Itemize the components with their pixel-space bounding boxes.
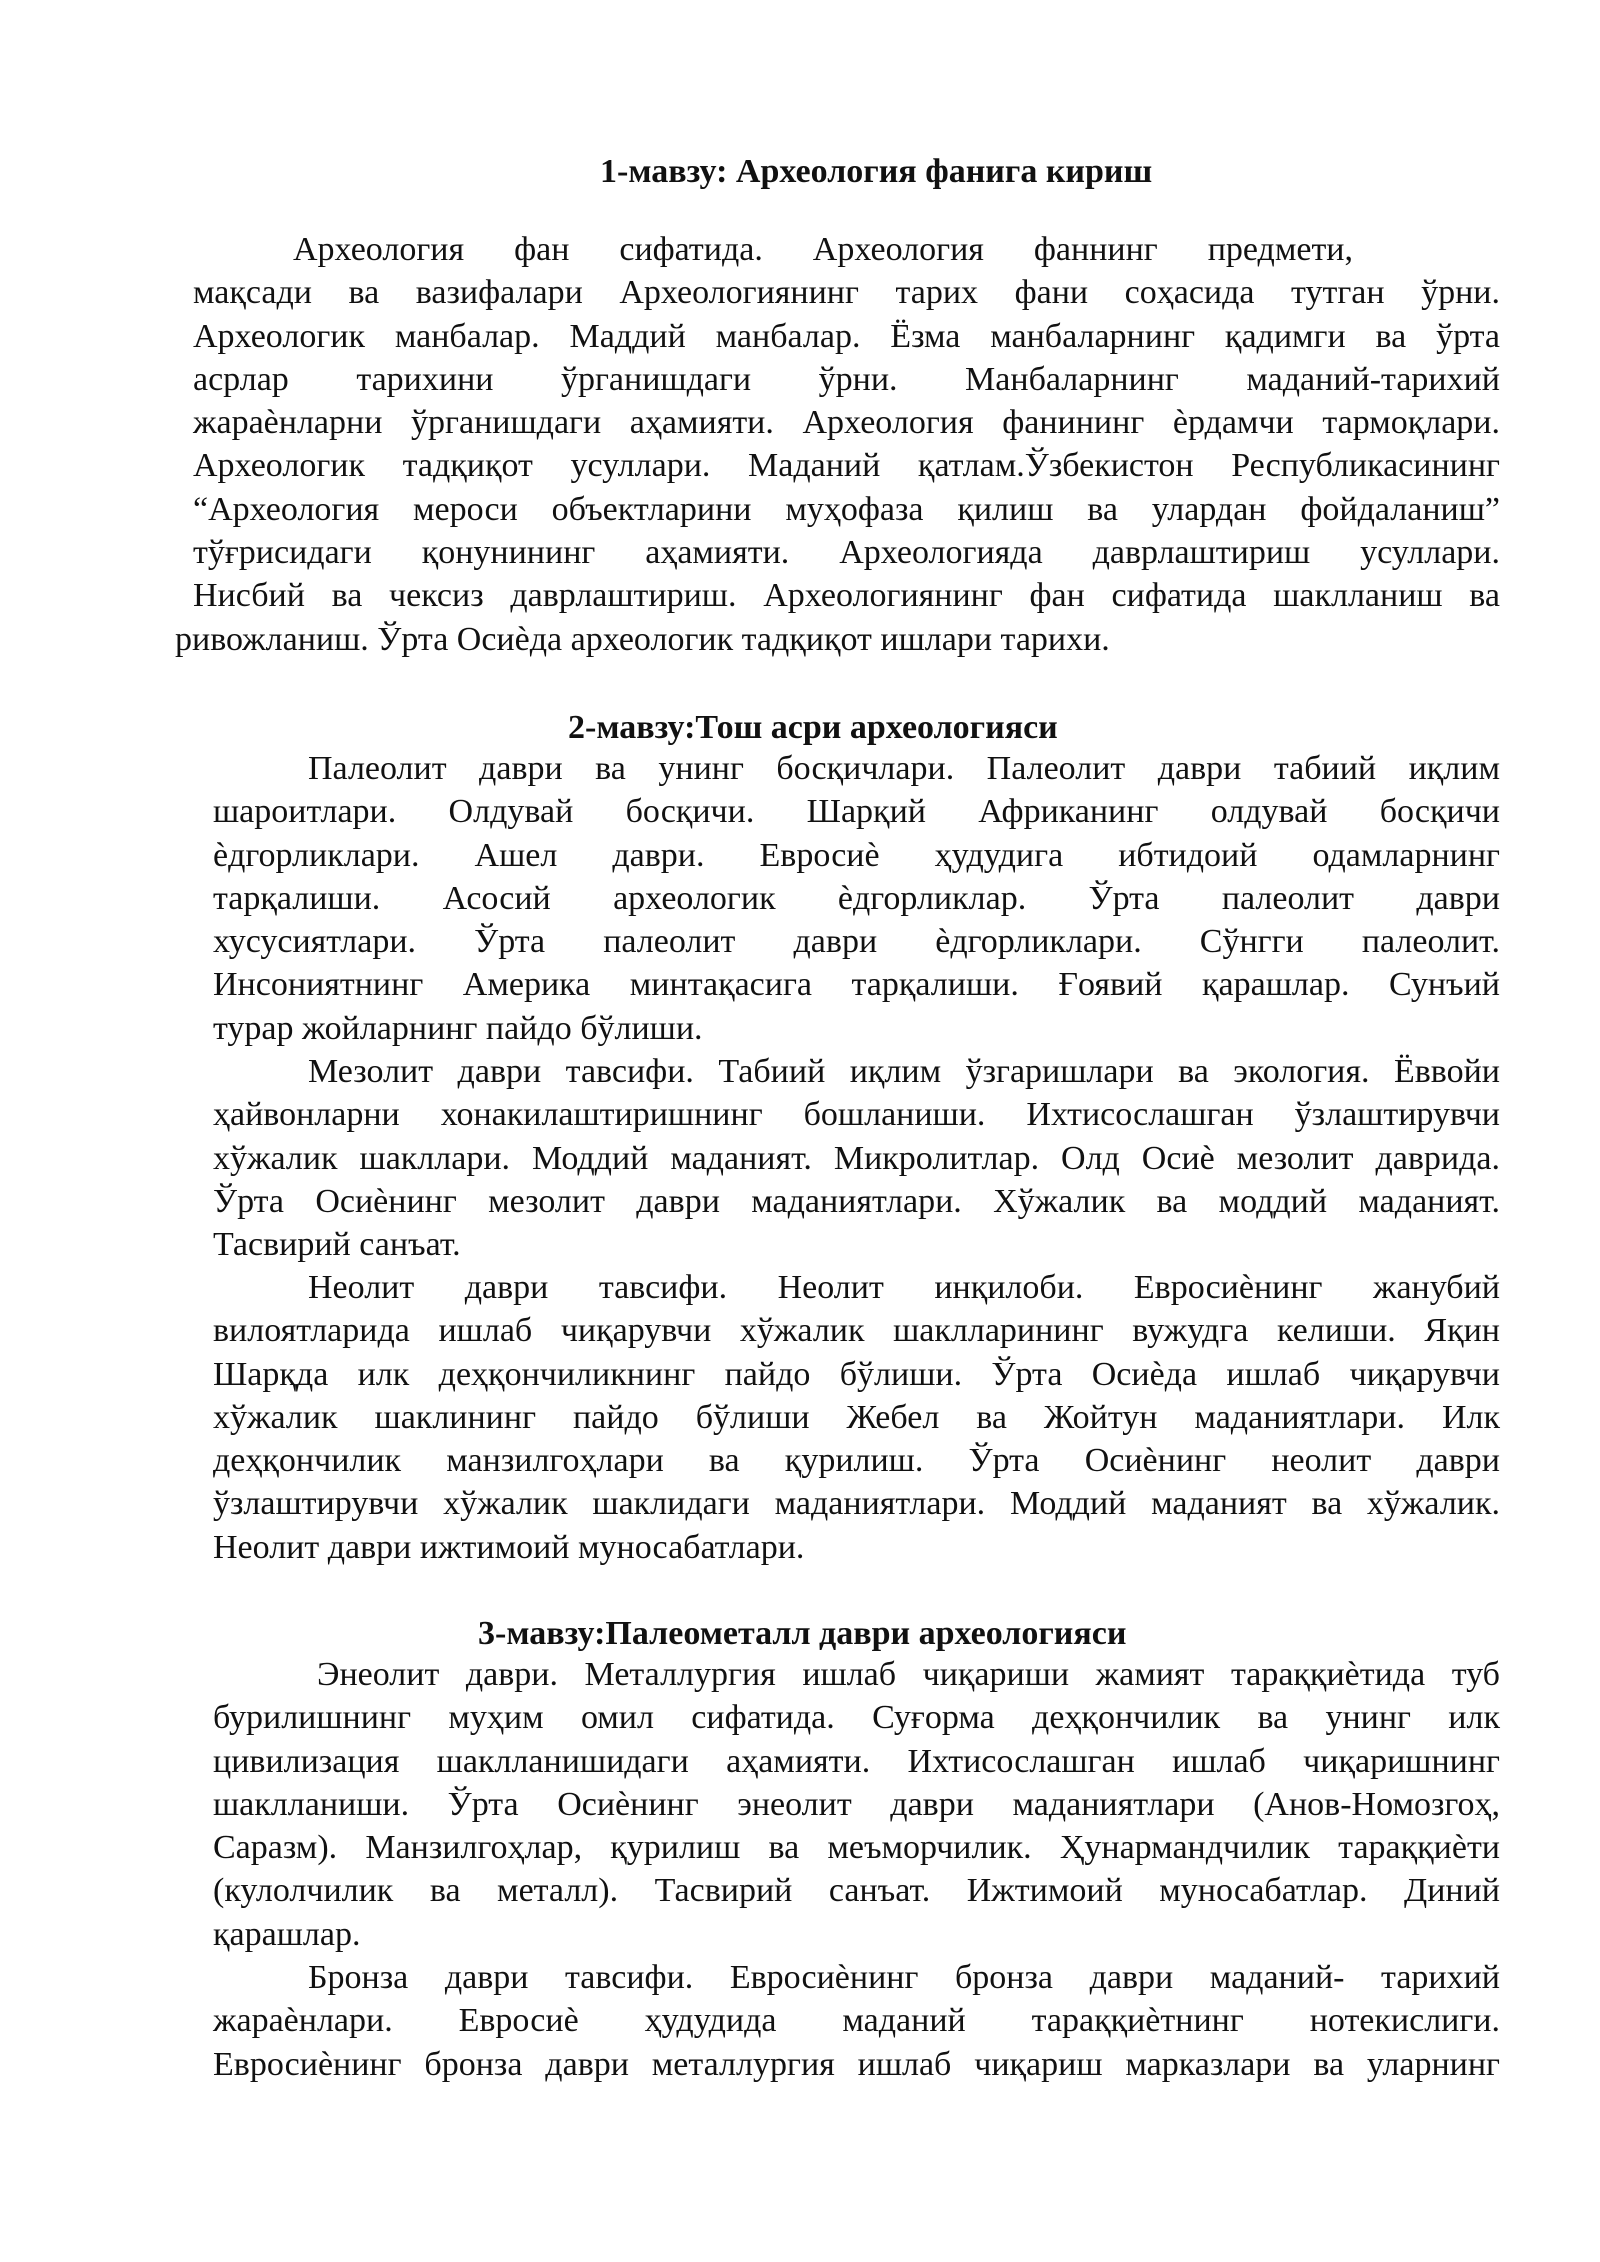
- text-line: Тасвирий санъат.: [213, 1226, 461, 1264]
- text-line: ҳайвонларни хонакилаштиришнинг бошланиши. Ихтисослашган ўзлаштирувчи: [213, 1096, 1500, 1134]
- text-line: жараѐнлари. Евросиѐ ҳудудида маданий тараққиѐтнинг нотекислиги.: [213, 2002, 1500, 2040]
- text-line: деҳқончилик манзилгоҳлари ва қурилиш. Ўрта Осиѐнинг неолит даври: [213, 1442, 1500, 1480]
- text-line: хўжалик шакллари. Моддий маданият. Микролитлар. Олд Осиѐ мезолит даврида.: [213, 1139, 1500, 1177]
- text-line: тўғрисидаги қонунининг аҳамияти. Археологияда даврлаштириш усуллари.: [193, 534, 1500, 572]
- text-line: Неолит даври тавсифи. Неолит инқилоби. Евросиѐнинг жанубий: [308, 1269, 1500, 1306]
- topic-3-paragraph-eneolithic: [213, 1653, 1500, 1956]
- text-line: Ўрта Осиѐнинг мезолит даври маданиятлари. Хўжалик ва моддий маданият.: [213, 1182, 1500, 1220]
- text-line: ривожланиш. Ўрта Осиѐда археологик тадқиқот ишлари тарихи.: [175, 620, 1110, 658]
- text-line: (кулолчилик ва металл). Тасвирий санъат. Ижтимоий муносабатлар. Диний: [213, 1872, 1500, 1910]
- text-line: Саразм). Манзилгоҳлар, қурилиш ва меъморчилик. Ҳунармандчилик тараққиѐти: [213, 1829, 1500, 1867]
- topic-2-paragraph-mesolithic: [213, 1050, 1500, 1266]
- text-line: Археология фан сифатида. Археология фаннинг предмети,: [293, 231, 1353, 268]
- text-line: жараѐнларни ўрганишдаги аҳамияти. Археология фанининг ѐрдамчи тармоқлари.: [193, 404, 1500, 442]
- text-line: хусусиятлари. Ўрта палеолит даври ѐдгорликлари. Сўнгги палеолит.: [213, 923, 1500, 961]
- topic-2-heading: 2-мавзу:Тош асри археологияси: [568, 709, 1058, 746]
- text-line: бурилишнинг муҳим омил сифатида. Суғорма деҳқончилик ва унинг илк: [213, 1699, 1500, 1737]
- topic-2-paragraph-paleolithic: [213, 747, 1500, 1050]
- text-line: турар жойларнинг пайдо бўлиши.: [213, 1009, 703, 1047]
- text-line: қарашлар.: [213, 1915, 361, 1953]
- text-line: вилоятларида ишлаб чиқарувчи хўжалик шаклларининг вужудга келиши. Яқин: [213, 1312, 1500, 1350]
- text-line: Мезолит даври тавсифи. Табиий иқлим ўзгаришлари ва экология. Ёввойи: [308, 1053, 1500, 1090]
- text-line: хўжалик шаклининг пайдо бўлиши Жебел ва Жойтун маданиятлари. Илк: [213, 1398, 1500, 1436]
- text-line: Энеолит даври. Металлургия ишлаб чиқариши жамият тараққиѐтида туб: [317, 1656, 1500, 1693]
- text-line: тарқалиши. Асосий археологик ѐдгорликлар. Ўрта палеолит даври: [213, 879, 1500, 917]
- text-line: мақсади ва вазифалари Археологиянинг тарих фани соҳасида тутган ўрни.: [193, 274, 1500, 312]
- text-line: Инсониятнинг Америка минтақасига тарқалиши. Ғоявий қарашлар. Сунъий: [213, 966, 1500, 1004]
- text-line: Археологик тадқиқот усуллари. Маданий қатлам.Ўзбекистон Республикасининг: [193, 447, 1500, 485]
- topic-2-paragraph-neolithic: [213, 1266, 1500, 1569]
- topic-1-heading: 1-мавзу: Археология фанига кириш: [600, 153, 1153, 190]
- text-line: асрлар тарихини ўрганишдаги ўрни. Манбаларнинг маданий-тарихий: [193, 360, 1500, 398]
- text-line: цивилизация шаклланишидаги аҳамияти. Ихтисослашган ишлаб чиқаришнинг: [213, 1742, 1500, 1780]
- topic-3-paragraph-bronze-age: [213, 1956, 1500, 2086]
- text-line: Шарқда илк деҳқончиликнинг пайдо бўлиши. Ўрта Осиѐда ишлаб чиқарувчи: [213, 1355, 1500, 1393]
- text-line: ѐдгорликлари. Ашел даври. Евросиѐ ҳудудига ибтидоий одамларнинг: [213, 836, 1500, 874]
- text-line: Бронза даври тавсифи. Евросиѐнинг бронза даври маданий- тарихий: [308, 1959, 1500, 1996]
- text-line: Археологик манбалар. Маддий манбалар. Ёзма манбаларнинг қадимги ва ўрта: [193, 317, 1500, 355]
- text-line: ўзлаштирувчи хўжалик шаклидаги маданиятлари. Моддий маданият ва хўжалик.: [213, 1485, 1500, 1523]
- topic-1-paragraph: [175, 228, 1500, 661]
- text-line: шароитлари. Олдувай босқичи. Шарқий Африканинг олдувай босқичи: [213, 793, 1500, 831]
- text-line: “Археология мероси объектларини муҳофаза қилиш ва улардан фойдаланиш”: [193, 490, 1500, 528]
- text-line: Палеолит даври ва унинг босқичлари. Палеолит даври табиий иқлим: [308, 750, 1500, 787]
- text-line: шаклланиши. Ўрта Осиѐнинг энеолит даври маданиятлари (Анов-Номозгоҳ,: [213, 1785, 1500, 1823]
- text-line: Нисбий ва чексиз даврлаштириш. Археологиянинг фан сифатида шаклланиш ва: [193, 577, 1500, 615]
- topic-3-heading: 3-мавзу:Палеометалл даври археологияси: [478, 1615, 1127, 1652]
- text-line: Евросиѐнинг бронза даври металлургия ишлаб чиқариш марказлари ва уларнинг: [213, 2045, 1500, 2083]
- text-line: Неолит даври ижтимоий муносабатлари.: [213, 1528, 805, 1566]
